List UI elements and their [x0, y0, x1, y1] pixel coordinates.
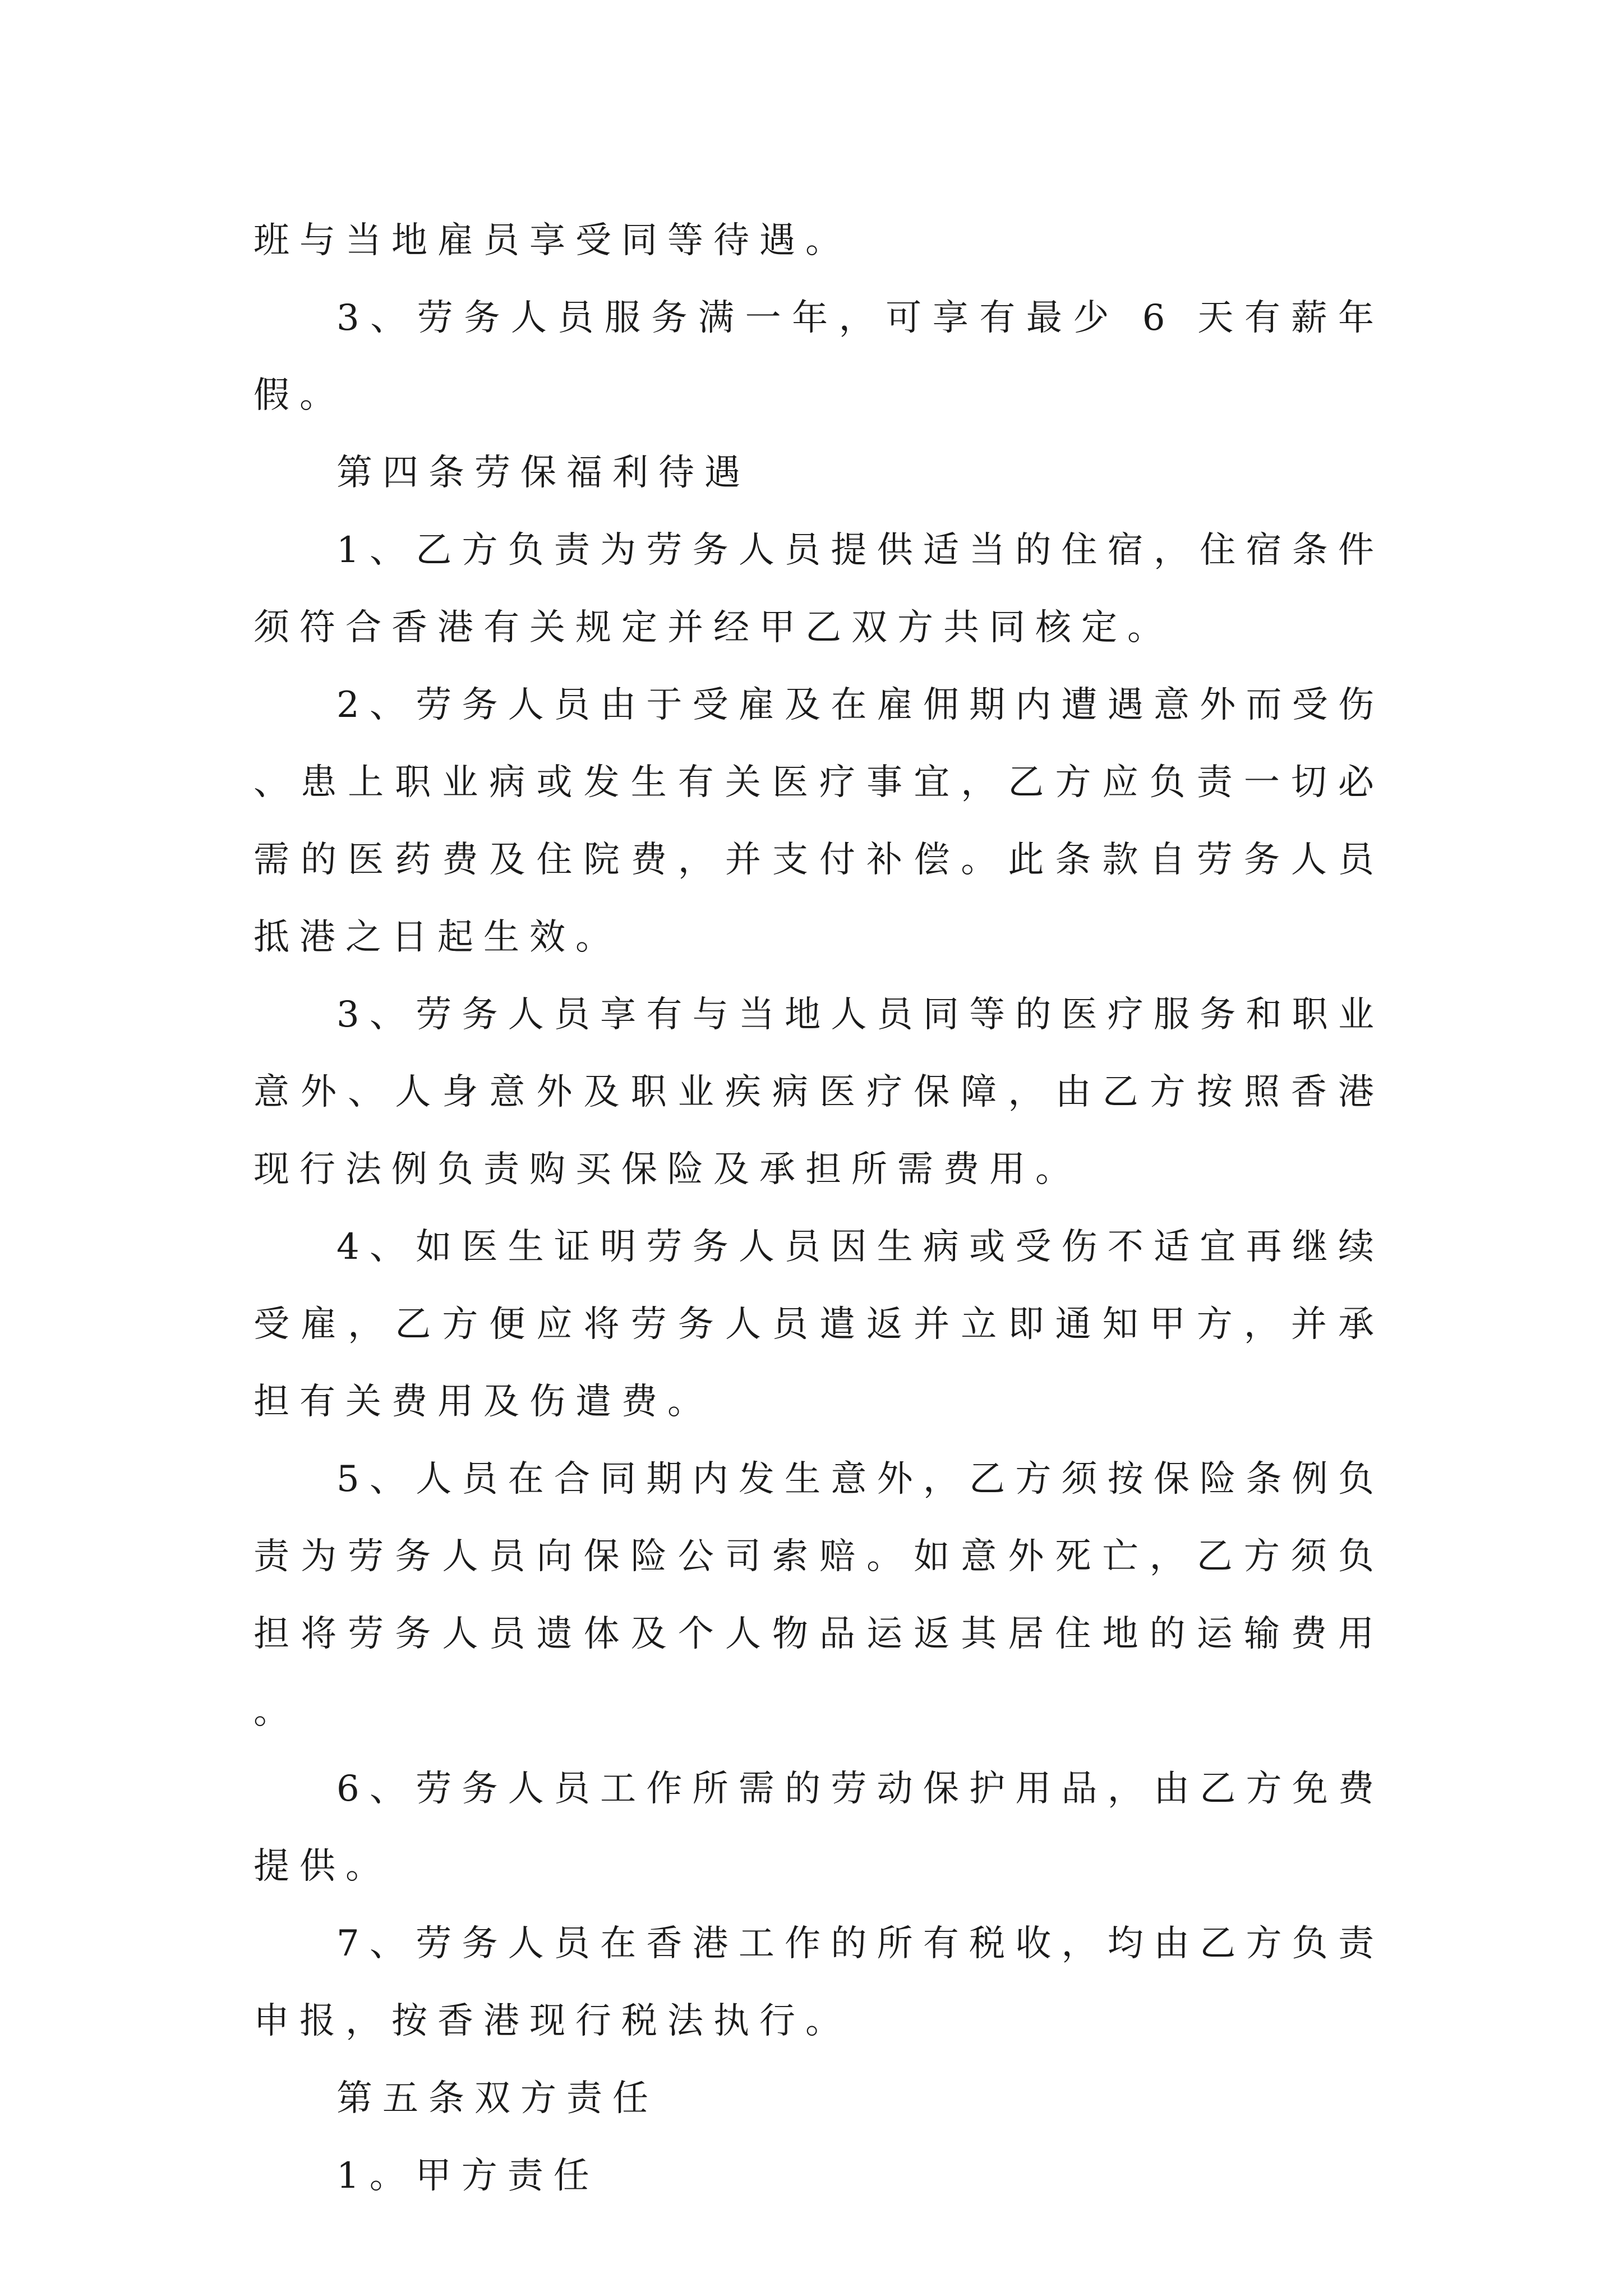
paragraph-taxation: 7、劳务人员在香港工作的所有税收，均由乙方负责申报，按香港现行税法执行。 [253, 1923, 1384, 2042]
paragraph-accommodation: 1、乙方负责为劳务人员提供适当的住宿，住宿条件须符合香港有关规定并经甲乙双方共同核定。 [253, 530, 1384, 648]
document-page [253, 202, 1384, 2215]
subheading-party-a-responsibilities: 1。甲方责任 [336, 2155, 600, 2197]
paragraph-continuation: 班与当地雇员享受同等待遇。 [253, 220, 851, 261]
paragraph-insurance: 3、劳务人员享有与当地人员同等的医疗服务和职业意外、人身意外及职业疾病医疗保障，由乙方按照香港现行法例负责购买保险及承担所需费用。 [253, 994, 1384, 1190]
paragraph-accident-claims: 5、人员在合同期内发生意外，乙方须按保险条例负责为劳务人员向保险公司索赔。如意外死亡，乙方须负担将劳务人员遗体及个人物品运返其居住地的运输费用。 [253, 1458, 1384, 1732]
paragraph-repatriation: 4、如医生证明劳务人员因生病或受伤不适宜再继续受雇，乙方便应将劳务人员遣返并立即通知甲方，并承担有关费用及伤遣费。 [253, 1226, 1384, 1423]
paragraph-medical-expenses: 2、劳务人员由于受雇及在雇佣期内遭遇意外而受伤、患上职业病或发生有关医疗事宜，乙方应负责一切必需的医药费及住院费，并支付补偿。此条款自劳务人员抵港之日起生效。 [253, 684, 1384, 958]
section-heading-article-5: 第五条双方责任 [336, 2078, 658, 2119]
paragraph-protective-equipment: 6、劳务人员工作所需的劳动保护用品，由乙方免费提供。 [253, 1768, 1384, 1887]
section-heading-article-4: 第四条劳保福利待遇 [336, 452, 750, 494]
paragraph-annual-leave: 3、劳务人员服务满一年，可享有最少 6 天有薪年假。 [253, 297, 1384, 416]
